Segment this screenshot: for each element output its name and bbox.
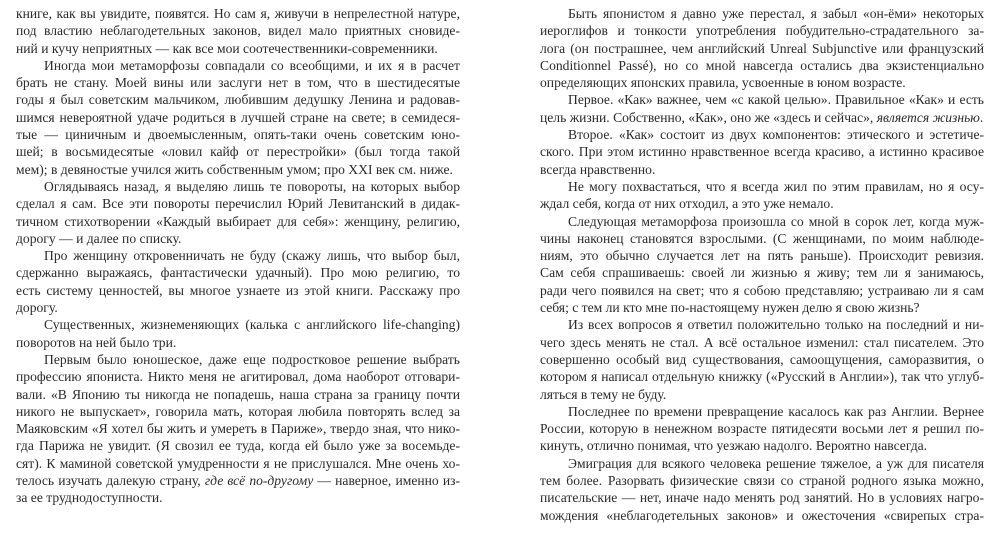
text-line: [16, 472, 460, 489]
text-line: сдержанно выражаясь, фантастически удачный). Про мою религию, то: [16, 265, 460, 281]
text-line: сделал я сам. Все эти повороты перечислил Юрий Левитанский в дидак-: [16, 196, 460, 212]
text-line: сят). К маминой советской умудренности я не прислушался. Мне очень хо-: [16, 455, 460, 471]
text-line: годы я был советским мальчиком, любившим дедушку Ленина и радовав-: [16, 92, 460, 108]
text-line-content: [540, 109, 984, 126]
text-line: себя; с тем ли кто мне по-настоящему нужен делю я свою жизнь?: [540, 300, 920, 316]
text-line: брать не стану. Моей вины или заслуги нет в том, что в шестидесятые: [16, 75, 460, 91]
right-page: [540, 5, 984, 524]
text-line: поворотов на ней было три.: [16, 334, 177, 350]
text-line: России, которую в ненежном возрасте пятидесяти восьми лет я решил по-: [540, 421, 984, 437]
text-line: ниям, это обычно случается лет на пять раньше). Происходит ревизия.: [540, 248, 984, 264]
paragraph: [16, 178, 460, 247]
paragraph: [16, 247, 460, 316]
text-line: Существенных, жизнеменяющих (калька с английского life-changing): [44, 317, 460, 333]
text-segment: телось изучать далекую страну,: [16, 473, 205, 489]
text-line: шей; в восьмидесятые «ловил кайф от перестройки» (был тогда такой: [16, 144, 460, 160]
text-line: лога (он пострашнее, чем английский Unreal Subjunctive или французский: [540, 40, 984, 56]
text-line: Следующая метаморфоза произошла со мной в сорок лет, когда муж-: [568, 213, 984, 229]
text-line: определяющих японских правила, усвоенные в юном возрасте.: [540, 75, 906, 91]
text-line: Conditionnel Passé), но со мной навсегда остались два экзистенциально: [540, 57, 984, 73]
paragraph: [16, 5, 460, 57]
text-line: Первым было юношеское, даже еще подростковое решение выбрать: [44, 351, 460, 367]
text-line: ляться в тему не буду.: [540, 386, 667, 402]
text-line: Последнее по времени превращение касалось как раз Англии. Вернее: [568, 403, 984, 419]
text-line: Эмиграция для всякого человека решение тяжелое, а уж для писателя: [568, 455, 984, 471]
text-line: ского. При этом истинно нравственное всегда красиво, а истинно красивое: [540, 144, 984, 160]
text-line: Не могу похвастаться, что я всегда жил по этим правилам, но я осу-: [568, 178, 984, 194]
text-line: мем); в девяностые учился жить собственным умом; про XXI век см. ниже.: [16, 161, 453, 177]
text-line: котором я написал отдельную книжку («Русский в Англии»), так что углуб-: [540, 369, 984, 385]
text-line: гда Парижа не увидит. (Я свозил ее туда, когда ей было уже за восемьде-: [16, 438, 460, 454]
paragraph: [540, 178, 984, 213]
text-line: тичном стихотворении «Каждый выбирает для себя»: женщину, религию,: [16, 213, 460, 229]
text-line: есть систему ценностей, вы многое узнаете из этой книги. Расскажу про: [16, 282, 460, 298]
text-line: шимся невероятной удаче родиться в лучшей стране на свете; в семидеся-: [16, 109, 460, 125]
text-line: Быть японистом я давно уже перестал, я забыл «он-ёми» некоторых: [568, 6, 984, 21]
text-line: Про женщину откровенничать не буду (скажу лишь, что выбор был,: [44, 248, 460, 264]
text-line: Маяковским «Я хотел бы жить и умереть в Париже», твердо зная, что нико-: [16, 421, 460, 437]
text-line: вали. «В Японию ты никогда не попадешь, наша страна за границу почти: [16, 386, 460, 402]
italic-text: является жизнью: [876, 109, 980, 125]
paragraph: [540, 455, 984, 524]
text-line: Оглядываясь назад, я выделяю лишь те повороты, на которых выбор: [44, 178, 460, 194]
text-line: чего здесь менять не стал. А всё остальное изменил: стал писателем. Это: [540, 334, 984, 350]
text-line: под властию неблагодетельных законов, видел мало приятных сновиде-: [16, 23, 460, 39]
text-line: совершенно особый вид существования, самоощущения, саморазвития, о: [540, 351, 984, 367]
paragraph: [16, 57, 460, 178]
paragraph: [540, 213, 984, 317]
text-line: ждал себя, когда от них отходил, а это уже немало.: [540, 196, 834, 212]
text-line: никого не выпускает», говорила мать, которая любила повторять вслед за: [16, 403, 460, 419]
text-line: Первое. «Как» важнее, чем «с какой целью». Правильное «Как» и есть: [568, 92, 984, 108]
text-line: Сам себя спрашиваешь: своей ли жизнью я живу; тем ли я занимаюсь,: [540, 265, 984, 281]
text-line: Из всех вопросов я ответил положительно только на последний и ни-: [568, 317, 984, 333]
text-line: Второе. «Как» состоит из двух компонентов: этического и эстетиче-: [568, 127, 984, 143]
paragraph: [540, 126, 984, 178]
paragraph: [540, 5, 984, 91]
text-line: Иногда мои метаморфозы совпадали со всеобщими, и их я в расчет: [44, 57, 460, 73]
text-line: профессию япониста. Никто меня не агитировал, дома наоборот отговари-: [16, 369, 460, 385]
text-line: за ее труднодоступности.: [16, 490, 163, 506]
text-line-content: [16, 472, 460, 489]
text-line: дорогу — и далее по списку.: [16, 230, 182, 246]
text-segment: .: [979, 109, 984, 125]
text-line: иероглифов и тонкости употребления побудительно-страдательного за-: [540, 23, 984, 39]
text-segment: — наверное, именно из-: [313, 473, 461, 489]
left-page: [16, 5, 460, 507]
text-line: мождения «неблагодетельных законов» и ожесточения «свирепых стра-: [540, 507, 984, 523]
paragraph: [540, 403, 984, 455]
text-line: тем более. Разорвать физические связи со страной родного языка можно,: [540, 473, 984, 489]
text-line: писательские — нет, иначе надо менять род занятий. Но в условиях нагро-: [540, 490, 984, 506]
text-line: ний и кучу неприятных — как все мои соотечественники-современники.: [16, 40, 438, 56]
text-line: дорогу.: [16, 300, 58, 316]
text-line: [540, 109, 984, 126]
text-line: чины наконец становятся взрослыми. (С женщинами, по моим наблюде-: [540, 230, 984, 246]
text-line: ради чего появился на свет; что я собою представляю; устраиваю ли я сам: [540, 282, 984, 298]
paragraph: [16, 316, 460, 351]
text-line: кинуть, отлично понимая, что уезжаю надолго. Вероятно навсегда.: [540, 438, 928, 454]
text-segment: цель жизни. Собственно, «Как», оно же «здесь и сейчас»,: [540, 109, 877, 125]
paragraph: [540, 91, 984, 126]
paragraph: [16, 351, 460, 507]
text-line: книге, как вы увидите, появятся. Но сам я, живучи в непрелестной натуре,: [16, 6, 460, 21]
text-line: тые — циничным и двоемысленным, опять-таки очень советским юно-: [16, 127, 460, 143]
paragraph: [540, 316, 984, 402]
italic-text: где всё по-другому: [204, 473, 314, 489]
text-line: всегда нравственно.: [540, 161, 656, 177]
